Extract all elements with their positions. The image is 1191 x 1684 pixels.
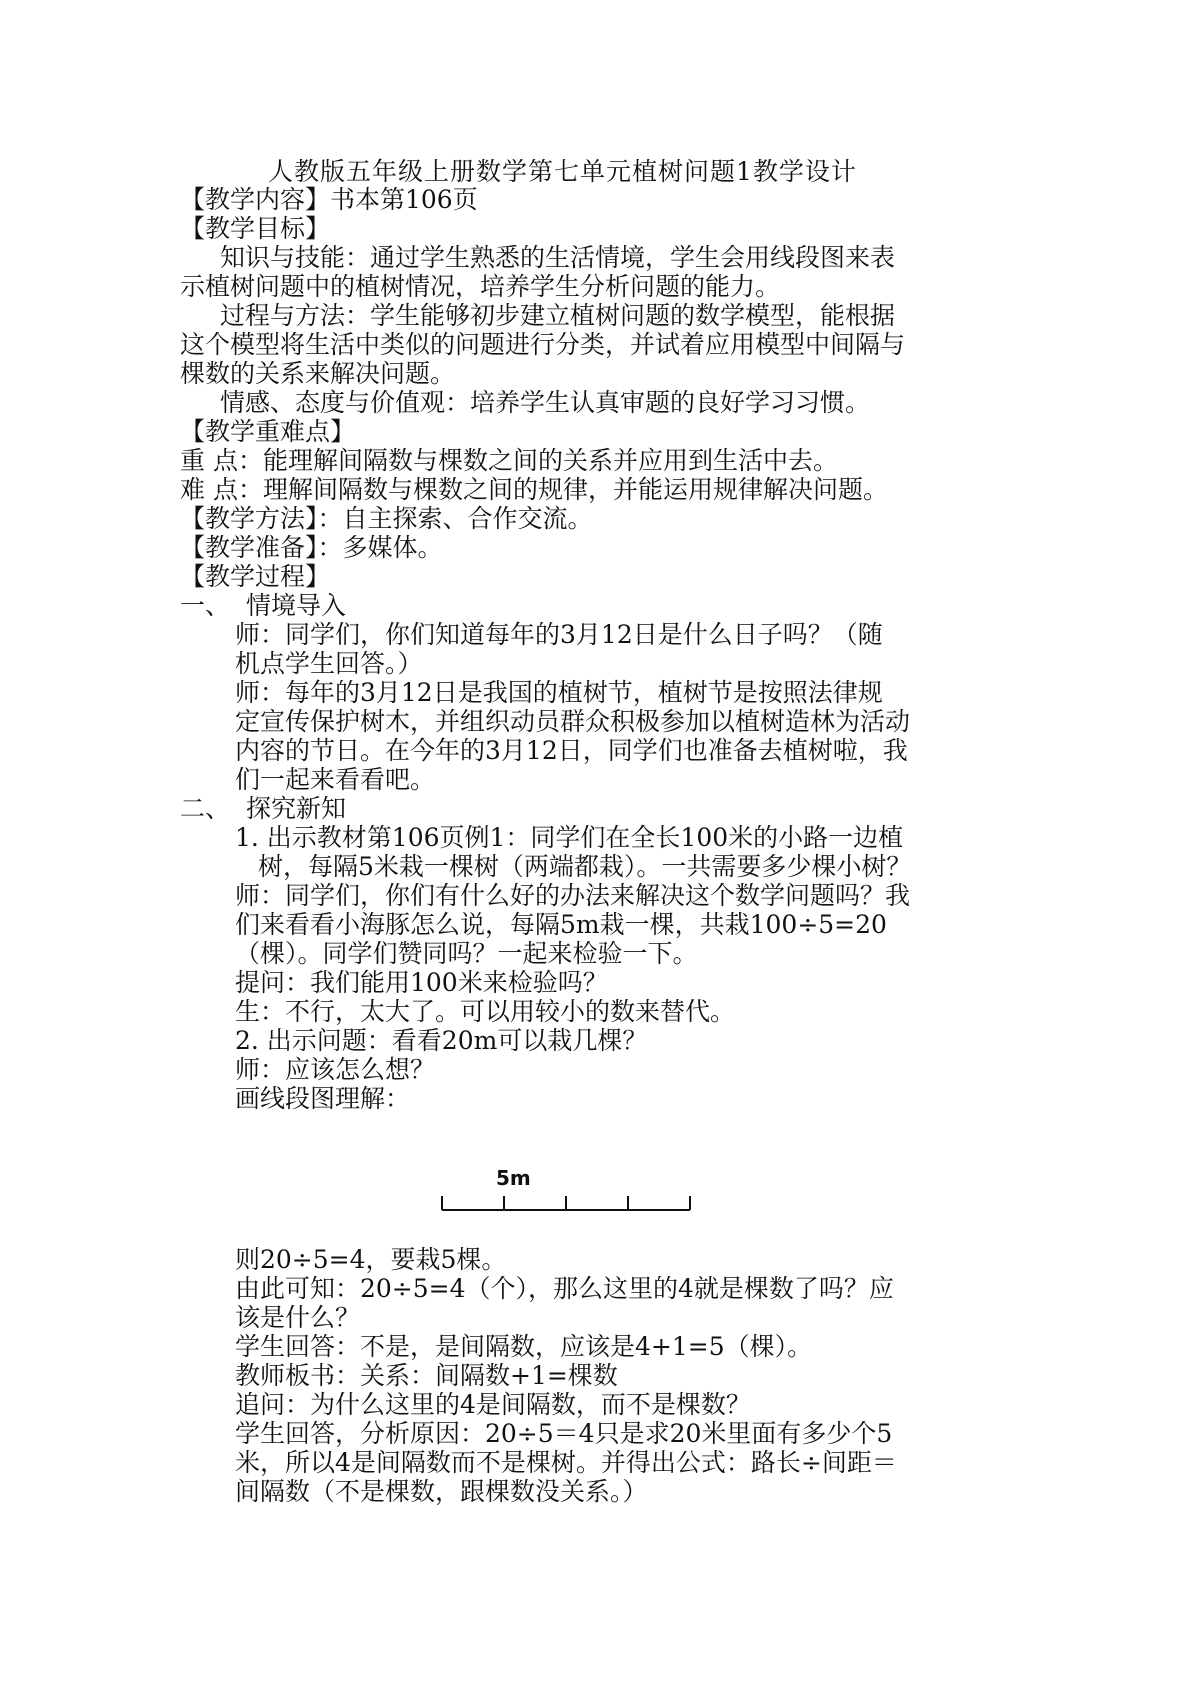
document-title: 人教版五年级上册数学第七单元植树问题1教学设计 — [268, 157, 857, 186]
section2-line: 米，所以4是间隔数而不是棵树。并得出公式：路长÷间距＝ — [235, 1448, 897, 1477]
section2-line: 画线段图理解： — [235, 1084, 411, 1113]
section1-title: 情境导入 — [246, 591, 347, 620]
section2-line: 们来看看小海豚怎么说，每隔5m栽一棵，共栽100÷5=20 — [235, 910, 887, 939]
section1-line: 内容的节日。在今年的3月12日，同学们也准备去植树啦，我 — [235, 736, 908, 765]
heading-process: 【教学过程】 — [180, 562, 331, 591]
segment-length-label: 5m — [496, 1166, 531, 1190]
goal-knowledge-1: 知识与技能：通过学生熟悉的生活情境，学生会用线段图来表 — [220, 243, 896, 272]
section2-item1-line: 1. 出示教材第106页例1：同学们在全长100米的小路一边植 — [235, 823, 904, 852]
goal-process-1: 过程与方法：学生能够初步建立植树问题的数学模型，能根据 — [220, 301, 896, 330]
keypoint-focus: 重 点：能理解间隔数与棵数之间的关系并应用到生活中去。 — [180, 446, 838, 475]
section1-line: 师：同学们，你们知道每年的3月12日是什么日子吗？（随 — [235, 620, 883, 649]
heading-prep: 【教学准备】：多媒体。 — [180, 533, 443, 562]
section2-line: （棵）。同学们赞同吗？一起来检验一下。 — [235, 939, 698, 968]
section2-number: 二、 — [180, 794, 231, 823]
section2-title: 探究新知 — [246, 794, 347, 823]
section1-number: 一、 — [180, 591, 231, 620]
heading-goals: 【教学目标】 — [180, 214, 331, 243]
section2-line: 2. 出示问题：看看20m可以栽几棵？ — [235, 1026, 648, 1055]
section1-line: 机点学生回答。） — [235, 649, 423, 678]
goal-process-3: 棵数的关系来解决问题。 — [180, 359, 456, 388]
section2-line: 师：应该怎么想？ — [235, 1055, 436, 1084]
section2-line: 学生回答，分析原因：20÷5＝4只是求20米里面有多少个5 — [235, 1419, 893, 1448]
section2-line: 则20÷5=4，要栽5棵。 — [235, 1245, 507, 1274]
goal-process-2: 这个模型将生活中类似的问题进行分类，并试着应用模型中间隔与 — [180, 330, 906, 359]
heading-keypoints: 【教学重难点】 — [180, 417, 356, 446]
section2-line: 追问：为什么这里的4是间隔数，而不是棵数？ — [235, 1390, 751, 1419]
section2-line: 由此可知：20÷5=4（个），那么这里的4就是棵数了吗？应 — [235, 1274, 894, 1303]
keypoint-difficulty: 难 点：理解间隔数与棵数之间的规律，并能运用规律解决问题。 — [180, 475, 888, 504]
section2-line: 间隔数（不是棵数，跟棵数没关系。） — [235, 1477, 648, 1506]
section2-line: 教师板书：关系：间隔数+1=棵数 — [235, 1361, 618, 1390]
section2-line: 师：同学们，你们有什么好的办法来解决这个数学问题吗？我 — [235, 881, 911, 910]
section1-line: 师：每年的3月12日是我国的植树节，植树节是按照法律规 — [235, 678, 883, 707]
section2-item1-line: 树，每隔5米栽一棵树（两端都栽）。一共需要多少棵小树？ — [258, 852, 912, 881]
heading-method: 【教学方法】：自主探索、合作交流。 — [180, 504, 593, 533]
heading-content: 【教学内容】书本第106页 — [180, 185, 478, 214]
section1-line: 定宣传保护树木，并组织动员群众积极参加以植树造林为活动 — [235, 707, 911, 736]
line-segment-diagram — [440, 1166, 720, 1222]
goal-emotion: 情感、态度与价值观：培养学生认真审题的良好学习习惯。 — [220, 388, 871, 417]
section2-line: 学生回答：不是，是间隔数，应该是4+1=5（棵）。 — [235, 1332, 813, 1361]
segment-diagram-svg — [440, 1172, 720, 1222]
section1-line: 们一起来看看吧。 — [235, 765, 436, 794]
goal-knowledge-2: 示植树问题中的植树情况，培养学生分析问题的能力。 — [180, 272, 781, 301]
section2-line: 生：不行，太大了。可以用较小的数来替代。 — [235, 997, 736, 1026]
section2-line: 该是什么？ — [235, 1303, 361, 1332]
section2-line: 提问：我们能用100米来检验吗？ — [235, 968, 608, 997]
